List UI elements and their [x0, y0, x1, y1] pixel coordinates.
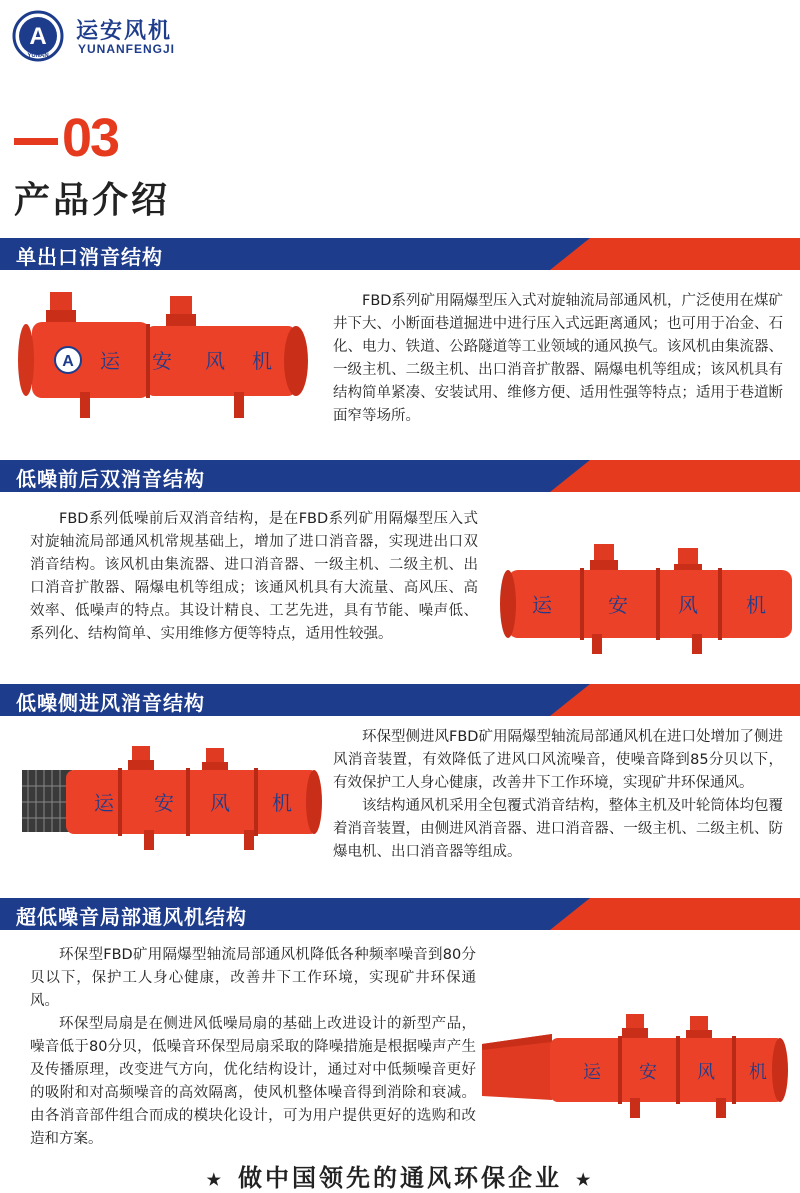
product-heading-1: 单出口消音结构 — [16, 245, 163, 269]
svg-text:风: 风 — [697, 1062, 715, 1083]
product-heading-3: 低噪侧进风消音结构 — [16, 691, 205, 715]
star-icon: ★ — [576, 1170, 594, 1189]
fan-machine-image-1 — [10, 292, 320, 422]
fan-machine-image-3 — [14, 746, 324, 856]
logo-sub-text: YUNAN — [27, 53, 49, 59]
section-title: 产品介绍 — [14, 179, 171, 221]
star-icon: ★ — [206, 1170, 224, 1189]
svg-text:安: 安 — [608, 593, 628, 617]
svg-text:运: 运 — [532, 593, 552, 617]
product-heading-band-3 — [0, 684, 800, 716]
svg-text:安: 安 — [639, 1062, 657, 1083]
svg-text:机: 机 — [746, 593, 766, 617]
product-description-2: FBD系列低噪前后双消音结构，是在FBD系列矿用隔爆型压入式对旋轴流局部通风机常规基础上，增加了进口消音器，实现进出口双消音结构。该风机由集流器、进口消音器、一级主机、二级主机、出口消音扩散器、隔爆电机等组成；该通风机具有大流量、高风压、高效率、低噪声的特点。其设计精良、工艺先进，具有节能、噪声低、系列化、结构简单、实用维修方便等特点，适用性较强。 — [30, 511, 478, 642]
logo-letter: A — [29, 23, 47, 50]
svg-text:风: 风 — [678, 593, 698, 617]
brand-name-cn: 运安风机 — [76, 18, 173, 44]
section-dash — [14, 138, 58, 145]
brand-name-en: YUNANFENGJI — [78, 42, 176, 56]
product-heading-band-4 — [0, 898, 800, 930]
svg-text:机: 机 — [749, 1062, 767, 1083]
product-description-4: 环保型FBD矿用隔爆型轴流局部通风机降低各种频率噪音到80分贝以下，保护工人身心健康，改善井下工作环境，实现矿井环保通风。 环保型局扇是在侧进风低噪局扇的基础上改进设计的新型产品，噪音低于80分贝，低噪音环保型局扇采取的降噪措施是根据噪声产生及传播原理，改变进气方向，优化结构设计，通过对中低频噪音更好的吸附和对高频噪音的高效隔离，使风机整体噪音得到消除和衰减。由各消音部件组合而成的模块化设计，可为用户提供更好的选购和改造和方案。 — [30, 947, 476, 1147]
svg-text:风: 风 — [210, 791, 230, 815]
logo-emblem-icon — [12, 10, 64, 62]
company-logo — [12, 10, 192, 58]
svg-text:安: 安 — [152, 349, 172, 373]
product-heading-band-2 — [0, 460, 800, 492]
footer-slogan-text: 做中国领先的通风环保企业 — [238, 1163, 562, 1192]
fan-machine-image-4 — [480, 1014, 790, 1124]
product-heading-2: 低噪前后双消音结构 — [16, 467, 205, 491]
svg-text:运: 运 — [583, 1062, 601, 1083]
fan-machine-image-2 — [496, 544, 796, 656]
product-heading-4: 超低噪音局部通风机结构 — [16, 905, 247, 929]
svg-text:风: 风 — [205, 349, 225, 373]
footer-slogan — [0, 1158, 800, 1193]
svg-text:运: 运 — [94, 791, 114, 815]
svg-text:运: 运 — [100, 349, 120, 373]
svg-text:安: 安 — [154, 791, 174, 815]
svg-text:机: 机 — [252, 349, 272, 373]
product-description-3: 环保型侧进风FBD矿用隔爆型轴流局部通风机在进口处增加了侧进风消音装置，有效降低了进风口风流噪音，使噪音降到85分贝以下，有效保护工人身心健康，改善井下工作环境，实现矿井环保通风。 该结构通风机采用全包覆式消音结构，整体主机及叶轮筒体均包覆着消音装置，由侧进风消音器、进口消音器、一级主机、二级主机、防爆电机、出口消音器等组成。 — [333, 729, 783, 860]
svg-text:A: A — [62, 353, 74, 370]
section-number-text: 03 — [62, 108, 119, 168]
product-heading-band-1 — [0, 238, 800, 270]
product-description-1: FBD系列矿用隔爆型压入式对旋轴流局部通风机，广泛使用在煤矿井下大、小断面巷道掘进中进行压入式远距离通风；也可用于冶金、石化、电力、铁道、公路隧道等工业领域的通风换气。该风机由集流器、一级主机、二级主机、出口消音扩散器、隔爆电机等组成；该风机具有结构简单紧凑、安装试用、维修方便、适用性强等特点；适用于巷道断面窄等场所。 — [333, 293, 783, 424]
svg-text:机: 机 — [272, 791, 292, 815]
